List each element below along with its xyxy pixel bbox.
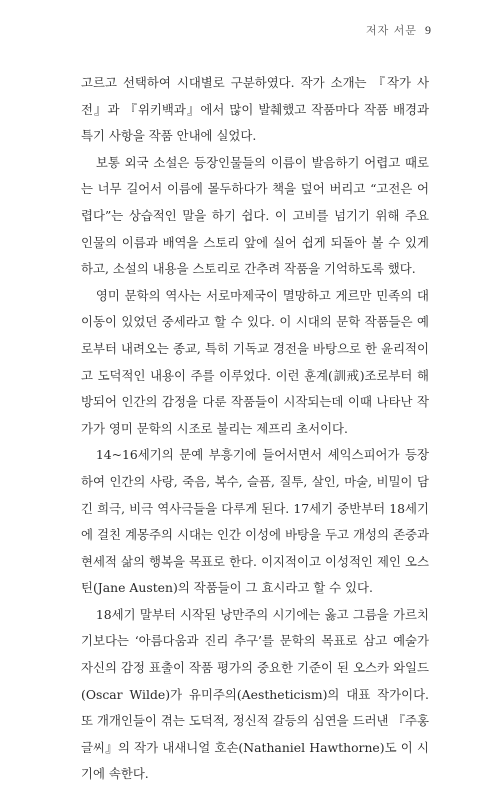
running-header [366,22,432,38]
paragraph-4: 14~16세기의 문예 부흥기에 들어서면서 셰익스피어가 등장하여 인간의 사랑, 죽음, 복수, 슬픔, 질투, 살인, 마술, 비밀이 담긴 희극, 비극 역사극들을 다루게 된다. 17세기 중반부터 18세기에 걸친 계몽주의 시대는 인간 이성에 바탕을 두고 개성의 존중과 현세적 삶의 행복을 목표로 한다. 이지적이고 이성적인 제인 오스틴(Jane Austen)의 작품들이 그 효시라고 할 수 있다. [81,447,429,596]
paragraph-5: 18세기 말부터 시작된 낭만주의 시기에는 옳고 그름을 가르치기보다는 ‘아름다움과 진리 추구’를 문학의 목표로 삼고 예술가 자신의 감정 표출이 작품 평가의 중요한 기준이 된 오스카 와일드(Oscar Wilde)가 유미주의(Aestheticism)의 대표 작가이다. 또 개개인들이 겪는 도덕적, 정신적 갈등의 심연을 드러낸 『주홍글씨』의 작가 내새니얼 호손(Nathaniel Hawthorne)도 이 시기에 속한다. [81,606,429,782]
body-text [81,70,429,788]
paragraph-3: 영미 문학의 역사는 서로마제국이 멸망하고 게르만 민족의 대이동이 있었던 중세라고 할 수 있다. 이 시대의 문학 작품들은 예로부터 내려오는 종교, 특히 기독교 경전을 바탕으로 한 윤리적이고 도덕적인 내용이 주를 이루었다. 이런 훈계(訓戒)조로부터 해방되어 인간의 감정을 다룬 작품들이 시작되는데 이때 나타난 작가가 영미 문학의 시조로 불리는 제프리 초서이다. [81,287,429,436]
paragraph-1: 고르고 선택하여 시대별로 구분하였다. 작가 소개는 『작가 사전』과 『위키백과』에서 많이 발췌했고 작품마다 작품 배경과 특기 사항을 작품 안내에 실었다. [81,75,429,144]
paragraph-2: 보통 외국 소설은 등장인물들의 이름이 발음하기 어렵고 때로는 너무 길어서 이름에 몰두하다가 책을 덮어 버리고 “고전은 어렵다”는 상습적인 말을 하기 쉽다. 이 고비를 넘기기 위해 주요 인물의 이름과 배역을 스토리 앞에 실어 쉽게 되돌아 볼 수 있게 하고, 소설의 내용을 스토리로 간추려 작품을 기억하도록 했다. [81,154,429,277]
section-title: 저자 서문 [365,24,417,37]
page-number: 9 [425,23,432,37]
